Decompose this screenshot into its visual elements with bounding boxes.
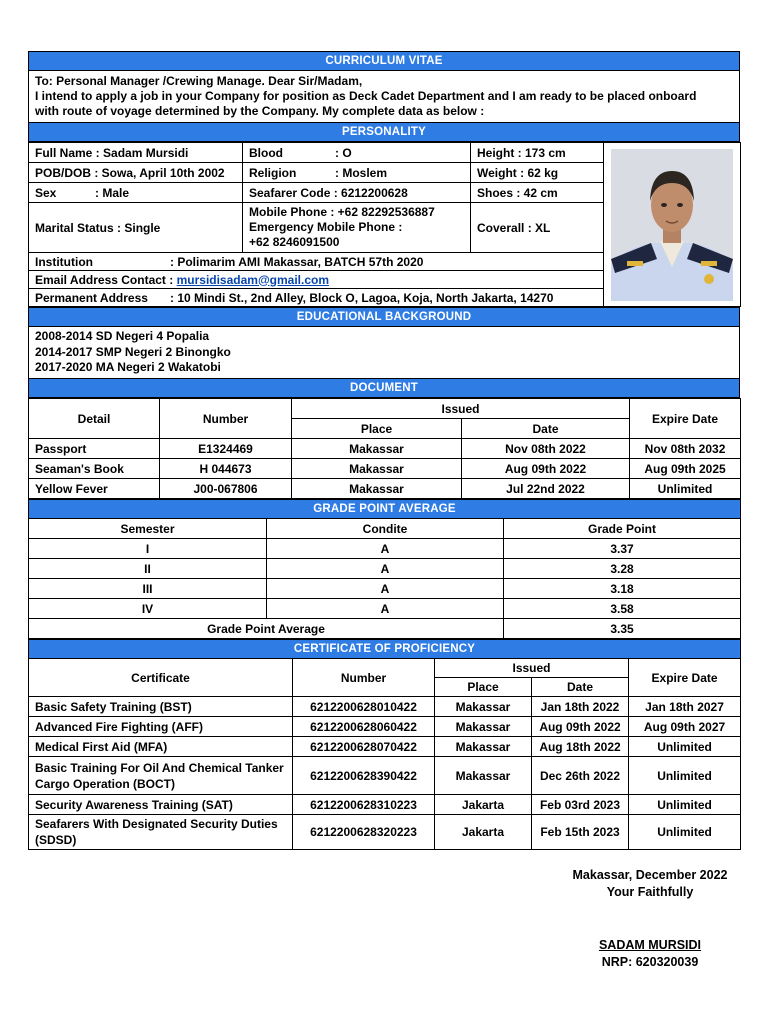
cop-place: Makassar xyxy=(435,737,532,757)
doc-detail: Seaman's Book xyxy=(29,459,160,479)
religion-value: : Moslem xyxy=(335,165,388,180)
signatory-nrp: NRP: 620320039 xyxy=(601,955,699,969)
cop-date: Feb 15th 2023 xyxy=(532,815,629,850)
cop-number: 6212200628010422 xyxy=(293,697,435,717)
cop-place: Makassar xyxy=(435,757,532,795)
marital-status: Marital Status : Single xyxy=(29,203,243,253)
cop-expire: Unlimited xyxy=(629,737,741,757)
cop-number: 6212200628060422 xyxy=(293,717,435,737)
cop-date: Jan 18th 2022 xyxy=(532,697,629,717)
education-list xyxy=(29,327,740,379)
table-row xyxy=(29,599,741,619)
cop-number: 6212200628390422 xyxy=(293,757,435,795)
gpa-semester: IV xyxy=(29,599,267,619)
institution-label: Institution xyxy=(35,254,93,269)
cop-col-number: Number xyxy=(293,659,435,697)
intro-paragraph xyxy=(29,71,740,123)
table-row xyxy=(29,795,741,815)
doc-number: H 044673 xyxy=(160,459,292,479)
email-label: Email Address Contact : xyxy=(35,272,177,287)
gpa-semester: I xyxy=(29,539,267,559)
closing-faithfully: Your Faithfully xyxy=(606,885,694,899)
sex-value: : Male xyxy=(95,185,130,200)
email-link[interactable]: mursidisadam@gmail.com xyxy=(176,272,330,287)
closing-place-date: Makassar, December 2022 xyxy=(572,868,728,882)
signatory-name: SADAM MURSIDI xyxy=(598,938,702,952)
sex-label: Sex xyxy=(35,185,57,200)
address-value: : 10 Mindi St., 2nd Alley, Block O, Lagoa, Koja, North Jakarta, 14270 xyxy=(170,290,554,305)
mobile-phone: Mobile Phone : +62 82292536887 xyxy=(249,205,435,219)
cop-expire: Unlimited xyxy=(629,757,741,795)
doc-number: E1324469 xyxy=(160,439,292,459)
document-table xyxy=(28,398,741,499)
height-field: Height : 173 cm xyxy=(471,143,604,163)
cop-col-expire: Expire Date xyxy=(629,659,741,697)
gpa-header: GRADE POINT AVERAGE xyxy=(29,500,741,519)
gpa-col-condite: Condite xyxy=(267,519,504,539)
cop-place: Makassar xyxy=(435,717,532,737)
gpa-semester: III xyxy=(29,579,267,599)
pob-dob: POB/DOB : Sowa, April 10th 2002 xyxy=(29,163,243,183)
cop-certificate: Basic Training For Oil And Chemical Tanker Cargo Operation (BOCT) xyxy=(29,757,293,795)
doc-date: Nov 08th 2022 xyxy=(462,439,630,459)
doc-date: Aug 09th 2022 xyxy=(462,459,630,479)
doc-place: Makassar xyxy=(292,479,462,499)
intro-line-2: I intend to apply a job in your Company for position as Deck Cadet Department and I am ready to be placed onboard xyxy=(35,89,697,103)
doc-col-expire: Expire Date xyxy=(630,399,741,439)
doc-col-place: Place xyxy=(292,419,462,439)
intro-line-1: To: Personal Manager /Crewing Manage. Dear Sir/Madam, xyxy=(35,74,363,88)
gpa-grade: 3.58 xyxy=(504,599,741,619)
table-row xyxy=(29,539,741,559)
education-item: 2014-2017 SMP Negeri 2 Binongko xyxy=(35,344,231,359)
cop-certificate: Medical First Aid (MFA) xyxy=(29,737,293,757)
doc-number: J00-067806 xyxy=(160,479,292,499)
table-row xyxy=(29,757,741,795)
cop-number: 6212200628310223 xyxy=(293,795,435,815)
table-row xyxy=(29,559,741,579)
photo-cell xyxy=(604,143,741,307)
full-name: Full Name : Sadam Mursidi xyxy=(29,143,243,163)
cop-date: Aug 09th 2022 xyxy=(532,717,629,737)
cop-place: Jakarta xyxy=(435,815,532,850)
email-field xyxy=(29,271,604,289)
cop-expire: Jan 18th 2027 xyxy=(629,697,741,717)
table-row xyxy=(29,459,741,479)
personality-table xyxy=(28,142,741,307)
cv-document xyxy=(28,51,740,850)
cop-certificate: Security Awareness Training (SAT) xyxy=(29,795,293,815)
institution-field xyxy=(29,253,604,271)
doc-detail: Yellow Fever xyxy=(29,479,160,499)
table-row xyxy=(29,737,741,757)
doc-place: Makassar xyxy=(292,439,462,459)
sex-field xyxy=(29,183,243,203)
religion-field xyxy=(243,163,471,183)
seafarer-code: Seafarer Code : 6212200628 xyxy=(243,183,471,203)
religion-label: Religion xyxy=(249,165,297,180)
table-row xyxy=(29,697,741,717)
cop-col-certificate: Certificate xyxy=(29,659,293,697)
personality-header: PERSONALITY xyxy=(29,123,740,142)
cop-place: Makassar xyxy=(435,697,532,717)
gpa-grade: 3.18 xyxy=(504,579,741,599)
cop-col-date: Date xyxy=(532,678,629,697)
weight-field: Weight : 62 kg xyxy=(471,163,604,183)
cop-place: Jakarta xyxy=(435,795,532,815)
doc-date: Jul 22nd 2022 xyxy=(462,479,630,499)
cop-number: 6212200628070422 xyxy=(293,737,435,757)
gpa-col-semester: Semester xyxy=(29,519,267,539)
doc-detail: Passport xyxy=(29,439,160,459)
doc-col-detail: Detail xyxy=(29,399,160,439)
address-field xyxy=(29,289,604,307)
cop-col-issued: Issued xyxy=(435,659,629,678)
cop-expire: Unlimited xyxy=(629,795,741,815)
education-item: 2017-2020 MA Negeri 2 Wakatobi xyxy=(35,360,221,375)
cop-certificate: Seafarers With Designated Security Duties (SDSD) xyxy=(29,815,293,850)
doc-place: Makassar xyxy=(292,459,462,479)
coverall-field: Coverall : XL xyxy=(471,203,604,253)
doc-expire: Unlimited xyxy=(630,479,741,499)
gpa-average-value: 3.35 xyxy=(504,619,741,639)
cop-table xyxy=(28,639,741,850)
blood-value: : O xyxy=(335,145,352,160)
gpa-condite: A xyxy=(267,539,504,559)
doc-col-date: Date xyxy=(462,419,630,439)
intro-table xyxy=(28,51,740,142)
education-header: EDUCATIONAL BACKGROUND xyxy=(29,308,740,327)
gpa-grade: 3.37 xyxy=(504,539,741,559)
cop-expire: Aug 09th 2027 xyxy=(629,717,741,737)
cop-expire: Unlimited xyxy=(629,815,741,850)
profile-photo xyxy=(611,149,733,301)
gpa-grade: 3.28 xyxy=(504,559,741,579)
cop-date: Aug 18th 2022 xyxy=(532,737,629,757)
gpa-condite: A xyxy=(267,599,504,619)
intro-line-3: with route of voyage determined by the Company. My complete data as below : xyxy=(35,104,485,118)
table-row xyxy=(29,717,741,737)
emergency-label: Emergency Mobile Phone : xyxy=(249,220,403,234)
gpa-condite: A xyxy=(267,559,504,579)
cop-certificate: Advanced Fire Fighting (AFF) xyxy=(29,717,293,737)
address-label: Permanent Address xyxy=(35,290,148,305)
gpa-semester: II xyxy=(29,559,267,579)
table-row xyxy=(29,579,741,599)
cop-certificate: Basic Safety Training (BST) xyxy=(29,697,293,717)
cop-header: CERTIFICATE OF PROFICIENCY xyxy=(29,640,741,659)
institution-value: : Polimarim AMI Makassar, BATCH 57th 2020 xyxy=(170,254,424,269)
document-header: DOCUMENT xyxy=(29,379,740,398)
gpa-average-label: Grade Point Average xyxy=(29,619,504,639)
gpa-condite: A xyxy=(267,579,504,599)
blood-field xyxy=(243,143,471,163)
gpa-table xyxy=(28,499,741,639)
shoes-field: Shoes : 42 cm xyxy=(471,183,604,203)
cop-date: Dec 26th 2022 xyxy=(532,757,629,795)
cop-col-place: Place xyxy=(435,678,532,697)
doc-expire: Aug 09th 2025 xyxy=(630,459,741,479)
emergency-value: +62 8246091500 xyxy=(249,235,340,249)
table-row xyxy=(29,439,741,459)
doc-col-number: Number xyxy=(160,399,292,439)
table-row xyxy=(29,815,741,850)
cop-number: 6212200628320223 xyxy=(293,815,435,850)
doc-col-issued: Issued xyxy=(292,399,630,419)
phone-field xyxy=(243,203,471,253)
education-item: 2008-2014 SD Negeri 4 Popalia xyxy=(35,329,210,344)
blood-label: Blood xyxy=(249,145,283,160)
gpa-col-grade: Grade Point xyxy=(504,519,741,539)
cv-title: CURRICULUM VITAE xyxy=(29,52,740,71)
table-row xyxy=(29,479,741,499)
doc-expire: Nov 08th 2032 xyxy=(630,439,741,459)
education-table xyxy=(28,307,740,398)
cop-date: Feb 03rd 2023 xyxy=(532,795,629,815)
